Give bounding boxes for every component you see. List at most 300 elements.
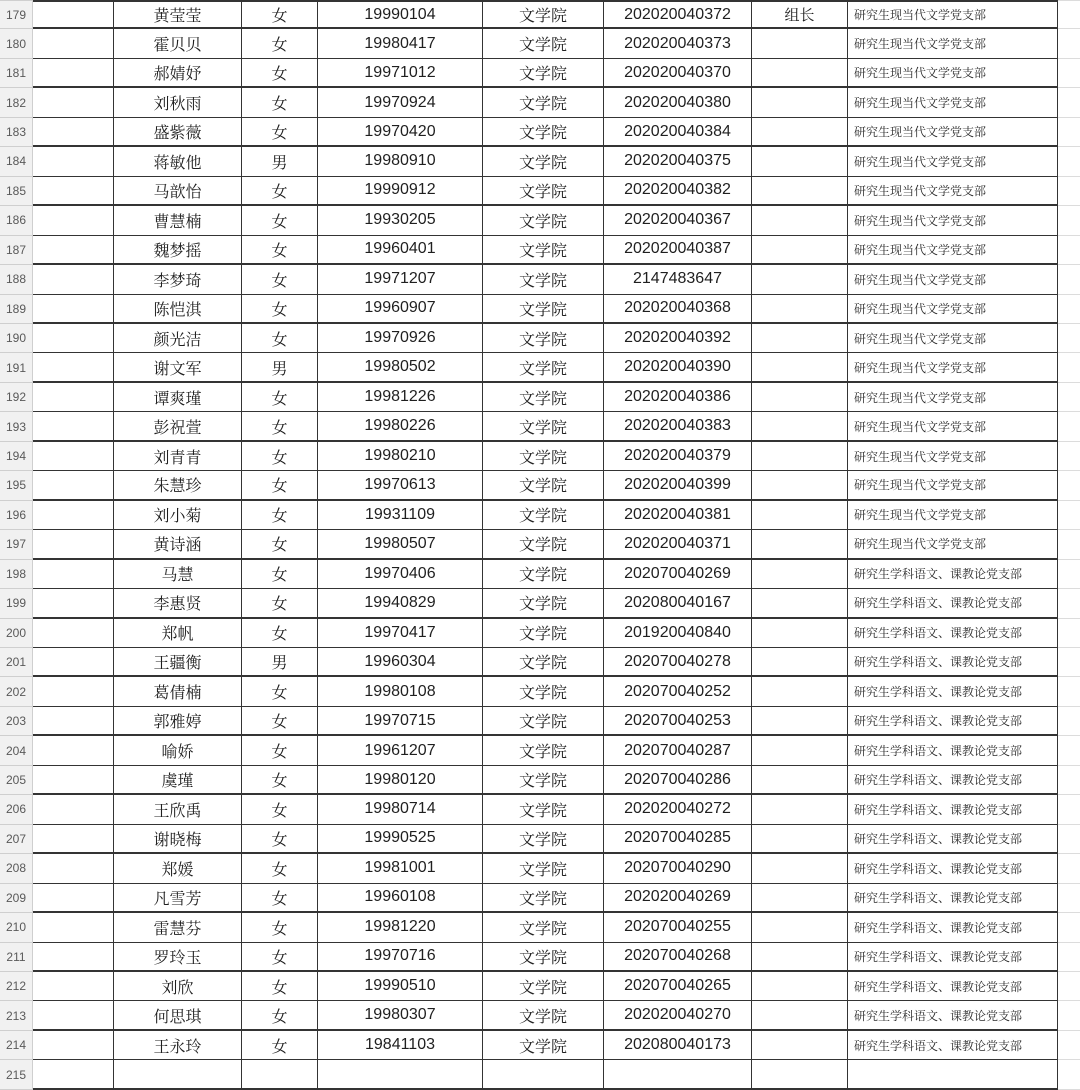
cell-gender[interactable]: 女 — [241, 471, 317, 500]
cell-party-branch[interactable]: 研究生现当代文学党支部 — [847, 353, 1058, 382]
cell-party-branch[interactable]: 研究生学科语文、课教论党支部 — [847, 884, 1058, 913]
row-number[interactable]: 182 — [0, 88, 33, 117]
cell-name[interactable]: 刘秋雨 — [113, 88, 241, 117]
cell-gender[interactable]: 男 — [241, 147, 317, 176]
cell-outside-grid[interactable] — [1058, 736, 1080, 765]
cell-outside-grid[interactable] — [1058, 29, 1080, 58]
cell-role[interactable] — [751, 471, 847, 500]
row-number[interactable]: 191 — [0, 353, 33, 382]
cell-name[interactable]: 刘青青 — [113, 442, 241, 471]
row-number[interactable]: 186 — [0, 206, 33, 235]
cell-birthdate[interactable]: 19980108 — [317, 677, 482, 706]
cell-outside-grid[interactable] — [1058, 353, 1080, 382]
cell-gender[interactable]: 女 — [241, 530, 317, 559]
cell-party-branch[interactable]: 研究生学科语文、课教论党支部 — [847, 1031, 1058, 1060]
cell-party-branch[interactable]: 研究生现当代文学党支部 — [847, 29, 1058, 58]
cell-gender[interactable]: 女 — [241, 88, 317, 117]
cell-party-branch[interactable]: 研究生学科语文、课教论党支部 — [847, 854, 1058, 883]
cell-empty[interactable] — [33, 884, 113, 913]
cell-name[interactable]: 李惠贤 — [113, 589, 241, 618]
cell-gender[interactable]: 女 — [241, 383, 317, 412]
cell-college[interactable]: 文学院 — [482, 854, 603, 883]
cell-party-branch[interactable]: 研究生学科语文、课教论党支部 — [847, 560, 1058, 589]
cell-party-branch[interactable]: 研究生学科语文、课教论党支部 — [847, 1001, 1058, 1030]
cell-gender[interactable]: 女 — [241, 766, 317, 795]
cell-college[interactable]: 文学院 — [482, 1031, 603, 1060]
cell-role[interactable] — [751, 29, 847, 58]
cell-empty[interactable] — [33, 29, 113, 58]
cell-name[interactable]: 马慧 — [113, 560, 241, 589]
cell-name[interactable]: 马歆怡 — [113, 177, 241, 206]
cell-student-id[interactable]: 202080040173 — [603, 1031, 751, 1060]
cell-birthdate[interactable]: 19970613 — [317, 471, 482, 500]
cell-party-branch[interactable]: 研究生学科语文、课教论党支部 — [847, 707, 1058, 736]
cell-gender[interactable]: 女 — [241, 501, 317, 530]
row-number[interactable]: 206 — [0, 795, 33, 824]
cell-party-branch[interactable]: 研究生现当代文学党支部 — [847, 442, 1058, 471]
cell-gender[interactable]: 女 — [241, 619, 317, 648]
cell-party-branch[interactable]: 研究生现当代文学党支部 — [847, 147, 1058, 176]
cell-gender[interactable]: 女 — [241, 589, 317, 618]
cell-empty[interactable] — [33, 295, 113, 324]
row-number[interactable]: 196 — [0, 501, 33, 530]
cell-birthdate[interactable]: 19970926 — [317, 324, 482, 353]
cell-gender[interactable]: 女 — [241, 295, 317, 324]
cell-student-id[interactable]: 202070040278 — [603, 648, 751, 677]
cell-name[interactable]: 颜光洁 — [113, 324, 241, 353]
cell-college[interactable]: 文学院 — [482, 530, 603, 559]
cell-college[interactable]: 文学院 — [482, 206, 603, 235]
cell-empty[interactable] — [33, 943, 113, 972]
cell-outside-grid[interactable] — [1058, 118, 1080, 147]
cell-gender[interactable]: 女 — [241, 913, 317, 942]
cell-party-branch[interactable]: 研究生现当代文学党支部 — [847, 530, 1058, 559]
cell-empty[interactable] — [33, 619, 113, 648]
cell-outside-grid[interactable] — [1058, 265, 1080, 294]
cell-outside-grid[interactable] — [1058, 913, 1080, 942]
cell-name[interactable]: 雷慧芬 — [113, 913, 241, 942]
cell-college[interactable]: 文学院 — [482, 412, 603, 441]
cell-college[interactable]: 文学院 — [482, 0, 603, 29]
cell-empty[interactable] — [33, 177, 113, 206]
cell-gender[interactable]: 女 — [241, 442, 317, 471]
cell-outside-grid[interactable] — [1058, 825, 1080, 854]
row-number[interactable]: 202 — [0, 677, 33, 706]
cell-gender[interactable]: 女 — [241, 972, 317, 1001]
row-number[interactable]: 199 — [0, 589, 33, 618]
cell-student-id[interactable]: 202020040269 — [603, 884, 751, 913]
row-number[interactable]: 204 — [0, 736, 33, 765]
cell-outside-grid[interactable] — [1058, 295, 1080, 324]
cell-birthdate[interactable]: 19980910 — [317, 147, 482, 176]
cell-empty[interactable] — [33, 589, 113, 618]
cell-gender[interactable]: 女 — [241, 206, 317, 235]
cell-gender[interactable]: 女 — [241, 324, 317, 353]
cell-role[interactable] — [751, 560, 847, 589]
cell-party-branch[interactable]: 研究生学科语文、课教论党支部 — [847, 648, 1058, 677]
cell-student-id[interactable]: 202070040252 — [603, 677, 751, 706]
cell-outside-grid[interactable] — [1058, 648, 1080, 677]
cell-birthdate[interactable] — [317, 1060, 482, 1089]
cell-role[interactable] — [751, 265, 847, 294]
cell-gender[interactable]: 女 — [241, 236, 317, 265]
cell-college[interactable]: 文学院 — [482, 884, 603, 913]
cell-outside-grid[interactable] — [1058, 1031, 1080, 1060]
row-number[interactable]: 208 — [0, 854, 33, 883]
row-number[interactable]: 194 — [0, 442, 33, 471]
cell-college[interactable]: 文学院 — [482, 707, 603, 736]
cell-empty[interactable] — [33, 795, 113, 824]
cell-party-branch[interactable]: 研究生现当代文学党支部 — [847, 501, 1058, 530]
cell-college[interactable]: 文学院 — [482, 471, 603, 500]
cell-gender[interactable]: 女 — [241, 412, 317, 441]
cell-college[interactable]: 文学院 — [482, 560, 603, 589]
cell-empty[interactable] — [33, 530, 113, 559]
cell-outside-grid[interactable] — [1058, 147, 1080, 176]
cell-college[interactable]: 文学院 — [482, 766, 603, 795]
cell-party-branch[interactable]: 研究生学科语文、课教论党支部 — [847, 943, 1058, 972]
cell-college[interactable]: 文学院 — [482, 383, 603, 412]
cell-role[interactable] — [751, 177, 847, 206]
cell-student-id[interactable]: 202020040383 — [603, 412, 751, 441]
cell-name[interactable]: 黄诗涵 — [113, 530, 241, 559]
cell-outside-grid[interactable] — [1058, 619, 1080, 648]
cell-student-id[interactable]: 202020040384 — [603, 118, 751, 147]
cell-outside-grid[interactable] — [1058, 589, 1080, 618]
cell-gender[interactable]: 女 — [241, 1001, 317, 1030]
row-number[interactable]: 210 — [0, 913, 33, 942]
cell-gender[interactable] — [241, 1060, 317, 1089]
cell-college[interactable]: 文学院 — [482, 501, 603, 530]
cell-gender[interactable]: 女 — [241, 795, 317, 824]
cell-birthdate[interactable]: 19980502 — [317, 353, 482, 382]
cell-empty[interactable] — [33, 118, 113, 147]
cell-student-id[interactable]: 202070040286 — [603, 766, 751, 795]
cell-party-branch[interactable]: 研究生现当代文学党支部 — [847, 295, 1058, 324]
cell-role[interactable] — [751, 501, 847, 530]
cell-gender[interactable]: 女 — [241, 884, 317, 913]
cell-college[interactable]: 文学院 — [482, 913, 603, 942]
cell-empty[interactable] — [33, 412, 113, 441]
cell-birthdate[interactable]: 19990912 — [317, 177, 482, 206]
cell-role[interactable] — [751, 795, 847, 824]
cell-outside-grid[interactable] — [1058, 177, 1080, 206]
row-number[interactable]: 201 — [0, 648, 33, 677]
cell-empty[interactable] — [33, 825, 113, 854]
cell-name[interactable]: 曹慧楠 — [113, 206, 241, 235]
row-number[interactable]: 180 — [0, 29, 33, 58]
cell-outside-grid[interactable] — [1058, 1001, 1080, 1030]
cell-student-id[interactable]: 202070040268 — [603, 943, 751, 972]
cell-party-branch[interactable]: 研究生现当代文学党支部 — [847, 206, 1058, 235]
cell-student-id[interactable]: 202070040253 — [603, 707, 751, 736]
cell-party-branch[interactable]: 研究生现当代文学党支部 — [847, 59, 1058, 88]
cell-party-branch[interactable]: 研究生现当代文学党支部 — [847, 471, 1058, 500]
cell-name[interactable]: 谭爽瑾 — [113, 383, 241, 412]
cell-student-id[interactable]: 202020040375 — [603, 147, 751, 176]
cell-college[interactable]: 文学院 — [482, 265, 603, 294]
cell-name[interactable]: 葛倩楠 — [113, 677, 241, 706]
cell-student-id[interactable]: 202070040269 — [603, 560, 751, 589]
cell-empty[interactable] — [33, 1060, 113, 1089]
cell-college[interactable]: 文学院 — [482, 677, 603, 706]
row-number[interactable]: 200 — [0, 619, 33, 648]
cell-college[interactable]: 文学院 — [482, 88, 603, 117]
cell-role[interactable] — [751, 412, 847, 441]
cell-student-id[interactable]: 202020040372 — [603, 0, 751, 29]
cell-college[interactable]: 文学院 — [482, 147, 603, 176]
cell-role[interactable] — [751, 59, 847, 88]
cell-party-branch[interactable]: 研究生现当代文学党支部 — [847, 265, 1058, 294]
cell-birthdate[interactable]: 19980417 — [317, 29, 482, 58]
cell-birthdate[interactable]: 19970406 — [317, 560, 482, 589]
cell-party-branch[interactable]: 研究生学科语文、课教论党支部 — [847, 589, 1058, 618]
cell-name[interactable]: 陈恺淇 — [113, 295, 241, 324]
cell-gender[interactable]: 女 — [241, 707, 317, 736]
cell-gender[interactable]: 女 — [241, 177, 317, 206]
cell-role[interactable] — [751, 1031, 847, 1060]
cell-birthdate[interactable]: 19980714 — [317, 795, 482, 824]
cell-empty[interactable] — [33, 766, 113, 795]
cell-role[interactable] — [751, 118, 847, 147]
cell-empty[interactable] — [33, 206, 113, 235]
cell-empty[interactable] — [33, 236, 113, 265]
cell-name[interactable]: 郑帆 — [113, 619, 241, 648]
cell-birthdate[interactable]: 19990104 — [317, 0, 482, 29]
cell-gender[interactable]: 女 — [241, 1031, 317, 1060]
cell-name[interactable]: 凡雪芳 — [113, 884, 241, 913]
cell-role[interactable] — [751, 677, 847, 706]
cell-name[interactable]: 何思琪 — [113, 1001, 241, 1030]
cell-student-id[interactable]: 202020040387 — [603, 236, 751, 265]
cell-student-id[interactable]: 202070040287 — [603, 736, 751, 765]
cell-party-branch[interactable]: 研究生学科语文、课教论党支部 — [847, 677, 1058, 706]
cell-college[interactable]: 文学院 — [482, 442, 603, 471]
cell-empty[interactable] — [33, 501, 113, 530]
cell-empty[interactable] — [33, 1031, 113, 1060]
cell-student-id[interactable]: 202020040399 — [603, 471, 751, 500]
cell-birthdate[interactable]: 19930205 — [317, 206, 482, 235]
row-number[interactable]: 211 — [0, 943, 33, 972]
cell-empty[interactable] — [33, 0, 113, 29]
cell-party-branch[interactable]: 研究生现当代文学党支部 — [847, 88, 1058, 117]
cell-outside-grid[interactable] — [1058, 766, 1080, 795]
cell-role[interactable] — [751, 589, 847, 618]
cell-outside-grid[interactable] — [1058, 943, 1080, 972]
cell-role[interactable] — [751, 295, 847, 324]
cell-empty[interactable] — [33, 147, 113, 176]
cell-role[interactable] — [751, 619, 847, 648]
cell-party-branch[interactable]: 研究生现当代文学党支部 — [847, 324, 1058, 353]
cell-party-branch[interactable]: 研究生学科语文、课教论党支部 — [847, 619, 1058, 648]
cell-college[interactable]: 文学院 — [482, 648, 603, 677]
cell-role[interactable] — [751, 206, 847, 235]
cell-role[interactable] — [751, 530, 847, 559]
cell-college[interactable]: 文学院 — [482, 825, 603, 854]
cell-name[interactable]: 郭雅婷 — [113, 707, 241, 736]
cell-outside-grid[interactable] — [1058, 59, 1080, 88]
cell-role[interactable] — [751, 1001, 847, 1030]
cell-birthdate[interactable]: 19960108 — [317, 884, 482, 913]
cell-party-branch[interactable]: 研究生学科语文、课教论党支部 — [847, 972, 1058, 1001]
cell-student-id[interactable]: 202020040370 — [603, 59, 751, 88]
cell-college[interactable]: 文学院 — [482, 324, 603, 353]
cell-party-branch[interactable]: 研究生现当代文学党支部 — [847, 412, 1058, 441]
cell-empty[interactable] — [33, 913, 113, 942]
cell-birthdate[interactable]: 19960304 — [317, 648, 482, 677]
cell-student-id[interactable]: 202020040379 — [603, 442, 751, 471]
row-number[interactable]: 205 — [0, 766, 33, 795]
cell-party-branch[interactable]: 研究生学科语文、课教论党支部 — [847, 913, 1058, 942]
cell-outside-grid[interactable] — [1058, 795, 1080, 824]
row-number[interactable]: 193 — [0, 412, 33, 441]
cell-student-id[interactable]: 202020040368 — [603, 295, 751, 324]
row-number[interactable]: 207 — [0, 825, 33, 854]
cell-birthdate[interactable]: 19970715 — [317, 707, 482, 736]
cell-empty[interactable] — [33, 383, 113, 412]
cell-outside-grid[interactable] — [1058, 707, 1080, 736]
cell-college[interactable]: 文学院 — [482, 943, 603, 972]
cell-outside-grid[interactable] — [1058, 884, 1080, 913]
cell-outside-grid[interactable] — [1058, 0, 1080, 29]
cell-outside-grid[interactable] — [1058, 1060, 1080, 1089]
cell-role[interactable] — [751, 648, 847, 677]
cell-role[interactable] — [751, 766, 847, 795]
cell-empty[interactable] — [33, 736, 113, 765]
cell-college[interactable]: 文学院 — [482, 795, 603, 824]
cell-name[interactable]: 王永玲 — [113, 1031, 241, 1060]
cell-student-id[interactable]: 2147483647 — [603, 265, 751, 294]
row-number[interactable]: 209 — [0, 884, 33, 913]
cell-college[interactable]: 文学院 — [482, 1001, 603, 1030]
cell-college[interactable]: 文学院 — [482, 353, 603, 382]
cell-birthdate[interactable]: 19990510 — [317, 972, 482, 1001]
cell-party-branch[interactable]: 研究生现当代文学党支部 — [847, 0, 1058, 29]
cell-student-id[interactable]: 202070040265 — [603, 972, 751, 1001]
cell-college[interactable]: 文学院 — [482, 736, 603, 765]
cell-student-id[interactable]: 202020040390 — [603, 353, 751, 382]
cell-gender[interactable]: 男 — [241, 353, 317, 382]
row-number[interactable]: 181 — [0, 59, 33, 88]
cell-birthdate[interactable]: 19981001 — [317, 854, 482, 883]
cell-birthdate[interactable]: 19971012 — [317, 59, 482, 88]
cell-student-id[interactable]: 202020040270 — [603, 1001, 751, 1030]
cell-student-id[interactable] — [603, 1060, 751, 1089]
cell-party-branch[interactable] — [847, 1060, 1058, 1089]
cell-empty[interactable] — [33, 707, 113, 736]
row-number[interactable]: 195 — [0, 471, 33, 500]
cell-name[interactable]: 王疆衡 — [113, 648, 241, 677]
cell-role[interactable] — [751, 736, 847, 765]
cell-college[interactable]: 文学院 — [482, 236, 603, 265]
cell-birthdate[interactable]: 19931109 — [317, 501, 482, 530]
cell-student-id[interactable]: 201920040840 — [603, 619, 751, 648]
cell-birthdate[interactable]: 19970924 — [317, 88, 482, 117]
cell-college[interactable]: 文学院 — [482, 972, 603, 1001]
cell-outside-grid[interactable] — [1058, 442, 1080, 471]
row-number[interactable]: 198 — [0, 560, 33, 589]
cell-birthdate[interactable]: 19980307 — [317, 1001, 482, 1030]
cell-role[interactable] — [751, 1060, 847, 1089]
cell-student-id[interactable]: 202020040381 — [603, 501, 751, 530]
cell-empty[interactable] — [33, 1001, 113, 1030]
cell-name[interactable]: 刘小菊 — [113, 501, 241, 530]
cell-role[interactable] — [751, 884, 847, 913]
cell-empty[interactable] — [33, 854, 113, 883]
cell-name[interactable]: 喻娇 — [113, 736, 241, 765]
cell-gender[interactable]: 女 — [241, 825, 317, 854]
cell-party-branch[interactable]: 研究生学科语文、课教论党支部 — [847, 795, 1058, 824]
cell-empty[interactable] — [33, 442, 113, 471]
cell-party-branch[interactable]: 研究生现当代文学党支部 — [847, 383, 1058, 412]
row-number[interactable]: 187 — [0, 236, 33, 265]
cell-student-id[interactable]: 202070040255 — [603, 913, 751, 942]
row-number[interactable]: 189 — [0, 295, 33, 324]
cell-role[interactable] — [751, 147, 847, 176]
cell-name[interactable]: 蒋敏他 — [113, 147, 241, 176]
cell-empty[interactable] — [33, 265, 113, 294]
cell-role[interactable]: 组长 — [751, 0, 847, 29]
cell-role[interactable] — [751, 236, 847, 265]
cell-birthdate[interactable]: 19970420 — [317, 118, 482, 147]
cell-college[interactable]: 文学院 — [482, 118, 603, 147]
cell-party-branch[interactable]: 研究生现当代文学党支部 — [847, 118, 1058, 147]
cell-outside-grid[interactable] — [1058, 383, 1080, 412]
cell-birthdate[interactable]: 19980210 — [317, 442, 482, 471]
cell-name[interactable]: 魏梦摇 — [113, 236, 241, 265]
cell-role[interactable] — [751, 442, 847, 471]
cell-college[interactable]: 文学院 — [482, 619, 603, 648]
cell-gender[interactable]: 女 — [241, 118, 317, 147]
cell-role[interactable] — [751, 913, 847, 942]
cell-student-id[interactable]: 202020040382 — [603, 177, 751, 206]
row-number[interactable]: 185 — [0, 177, 33, 206]
cell-student-id[interactable]: 202020040392 — [603, 324, 751, 353]
cell-party-branch[interactable]: 研究生学科语文、课教论党支部 — [847, 825, 1058, 854]
cell-party-branch[interactable]: 研究生现当代文学党支部 — [847, 177, 1058, 206]
row-number[interactable]: 184 — [0, 147, 33, 176]
cell-role[interactable] — [751, 353, 847, 382]
cell-college[interactable]: 文学院 — [482, 589, 603, 618]
cell-outside-grid[interactable] — [1058, 972, 1080, 1001]
cell-student-id[interactable]: 202070040290 — [603, 854, 751, 883]
cell-name[interactable]: 王欣禹 — [113, 795, 241, 824]
cell-name[interactable]: 盛紫薇 — [113, 118, 241, 147]
cell-gender[interactable]: 女 — [241, 736, 317, 765]
cell-empty[interactable] — [33, 353, 113, 382]
cell-role[interactable] — [751, 943, 847, 972]
cell-student-id[interactable]: 202020040373 — [603, 29, 751, 58]
row-number[interactable]: 197 — [0, 530, 33, 559]
cell-student-id[interactable]: 202080040167 — [603, 589, 751, 618]
cell-college[interactable]: 文学院 — [482, 29, 603, 58]
cell-college[interactable]: 文学院 — [482, 295, 603, 324]
cell-name[interactable]: 霍贝贝 — [113, 29, 241, 58]
cell-gender[interactable]: 女 — [241, 29, 317, 58]
cell-gender[interactable]: 女 — [241, 677, 317, 706]
cell-name[interactable]: 郝婧妤 — [113, 59, 241, 88]
cell-empty[interactable] — [33, 324, 113, 353]
cell-outside-grid[interactable] — [1058, 88, 1080, 117]
cell-birthdate[interactable]: 19970716 — [317, 943, 482, 972]
cell-gender[interactable]: 女 — [241, 560, 317, 589]
cell-college[interactable]: 文学院 — [482, 177, 603, 206]
cell-role[interactable] — [751, 825, 847, 854]
cell-birthdate[interactable]: 19970417 — [317, 619, 482, 648]
cell-empty[interactable] — [33, 648, 113, 677]
row-number[interactable]: 190 — [0, 324, 33, 353]
row-number[interactable]: 179 — [0, 0, 33, 29]
